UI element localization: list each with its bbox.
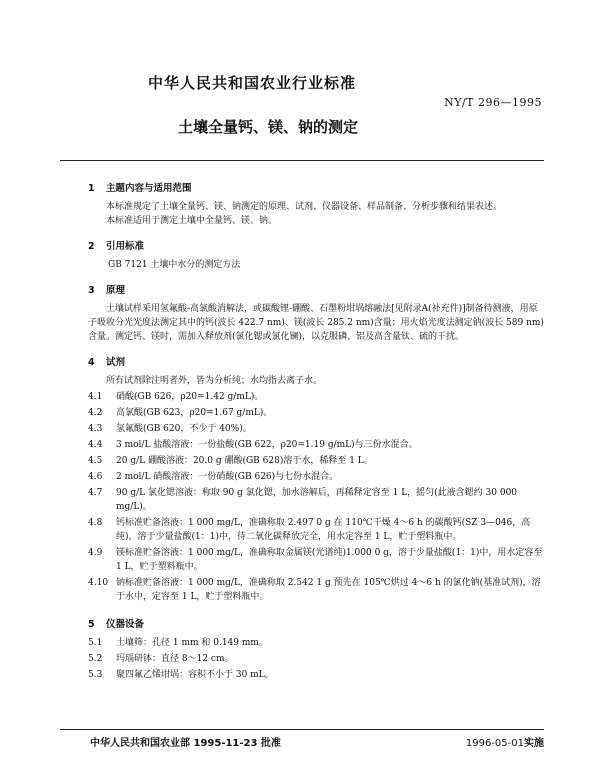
- section-3-paragraph: 土壤试样采用氢氟酸-高氯酸消解法，或碳酸锂-硼酸、石墨粉坩埚熔融法[见附录A(补充件)]制备待测液，用原子吸收分光光度法测定其中的钙(波长 422.7 nm)、镁(波长 285.2 nm)含量；用火焰光度法测定钠(波长 589 nm)含量。测定钙、镁时，需加入释放剂(氯化锶或氯化镧)，以克服磷、铝及高含量钛、硫的干扰。: [88, 304, 544, 342]
- item-number: 4.2: [88, 408, 103, 418]
- item-text: 90 g/L 氯化锶溶液：称取 90 g 氯化锶，加水溶解后，再稀释定容至 1 L，摇匀(此液含锶约 30 000 mg/L)。: [116, 488, 518, 512]
- standard-code: NY/T 296—1995: [444, 96, 542, 109]
- list-item: [88, 652, 546, 666]
- section-title: 仪器设备: [106, 619, 145, 630]
- section-number: 3: [88, 285, 95, 296]
- item-text: 高氯酸(GB 623，ρ20=1.67 g/mL)。: [116, 408, 273, 418]
- equipment-list: [88, 636, 546, 682]
- section-4-intro: 所有试剂除注明者外，皆为分析纯；水均指去离子水。: [106, 376, 323, 386]
- item-number: 4.6: [88, 472, 103, 482]
- section-title: 主题内容与适用范围: [106, 183, 192, 194]
- reference-item: GB 7121 土壤中水分的测定方法: [108, 260, 241, 270]
- list-item: [88, 486, 546, 514]
- organization-title: 中华人民共和国农业行业标准: [148, 74, 357, 92]
- reagent-list: [88, 390, 546, 604]
- list-item: [88, 422, 546, 436]
- section-5-heading: [88, 618, 546, 632]
- item-text: 镁标准贮备溶液：1 000 mg/L，准确称取金属镁(光谱纯)1.000 0 g，溶于少量盐酸(1：1)中，用水定容至 1 L，贮于塑料瓶中。: [116, 548, 543, 572]
- item-text: 3 mol/L 盐酸溶液：一份盐酸(GB 622，ρ20=1.19 g/mL)与三份水混合。: [116, 440, 418, 450]
- item-text: 钙标准贮备溶液：1 000 mg/L，准确称取 2.497 0 g 在 110℃干燥 4～6 h 的碳酸钙(SZ 3—046，高纯)，溶于少量盐酸(1：1)中，待二氧化碳释放完全，用水定容至 1 L，贮于塑料瓶中。: [116, 518, 531, 542]
- item-text: 20 g/L 硼酸溶液：20.0 g 硼酸(GB 628)溶于水，稀释至 1 L。: [116, 456, 373, 466]
- approval-statement: 中华人民共和国农业部 1995-11-23 批准: [90, 738, 281, 749]
- item-number: 4.5: [88, 456, 103, 466]
- item-text: 钠标准贮备溶液：1 000 mg/L，准确称取 2.542 1 g 预先在 105℃烘过 4～6 h 的氯化钠(基准试剂)，溶于水中，定容至 1 L，贮于塑料瓶中。: [116, 578, 541, 602]
- section-title: 原理: [106, 285, 126, 296]
- section-number: 2: [88, 241, 95, 252]
- implementation-date: [466, 734, 544, 749]
- section-number: 4: [88, 357, 95, 368]
- section-number: 1: [88, 183, 95, 194]
- item-number: 5.2: [88, 654, 103, 664]
- item-text: 聚四氟乙烯坩埚：容积不小于 30 mL。: [116, 670, 274, 680]
- item-number: 4.9: [88, 548, 103, 558]
- section-2-heading: [88, 240, 546, 254]
- section-title: 试剂: [106, 357, 126, 368]
- list-item: [88, 576, 546, 604]
- item-number: 5.3: [88, 670, 103, 680]
- document-title: 土壤全量钙、镁、钠的测定: [178, 118, 359, 136]
- item-number: 4.7: [88, 488, 103, 498]
- list-item: [88, 636, 546, 650]
- section-1-paragraph: 本标准适用于测定土壤中全量钙、镁、钠。: [106, 216, 278, 226]
- footer-divider: [60, 729, 544, 730]
- item-number: 5.1: [88, 638, 103, 648]
- list-item: [88, 390, 546, 404]
- section-title: 引用标准: [106, 241, 145, 252]
- item-number: 4.8: [88, 518, 103, 528]
- item-text: 土壤筛：孔径 1 mm 和 0.149 mm。: [116, 638, 268, 648]
- section-1-heading: [88, 182, 546, 196]
- list-item: [88, 546, 546, 574]
- list-item: [88, 516, 546, 544]
- list-item: [88, 438, 546, 452]
- list-item: [88, 668, 546, 682]
- header-divider: [60, 160, 544, 161]
- item-text: 硝酸(GB 626，ρ20=1.42 g/mL)。: [116, 392, 264, 402]
- list-item: [88, 454, 546, 468]
- document-body: [88, 176, 546, 684]
- implementation-date-value: 1996-05-01: [465, 738, 524, 749]
- section-number: 5: [88, 619, 95, 630]
- item-number: 4.1: [88, 392, 103, 402]
- item-text: 2 mol/L 硝酸溶液：一份硝酸(GB 626)与七份水混合。: [116, 472, 339, 482]
- section-3-heading: [88, 284, 546, 298]
- item-number: 4.4: [88, 440, 103, 450]
- item-text: 玛瑙研钵：直径 8～12 cm。: [116, 654, 234, 664]
- list-item: [88, 470, 546, 484]
- section-4-heading: [88, 356, 546, 370]
- list-item: [88, 406, 546, 420]
- item-text: 氢氟酸(GB 620，不少于 40%)。: [116, 424, 252, 434]
- implementation-label: 实施: [524, 738, 544, 749]
- section-1-paragraph: 本标准规定了土壤全量钙、镁、钠测定的原理、试剂、仪器设备、样品制备、分析步骤和结果表述。: [106, 202, 503, 212]
- item-number: 4.3: [88, 424, 103, 434]
- item-number: 4.10: [88, 578, 109, 588]
